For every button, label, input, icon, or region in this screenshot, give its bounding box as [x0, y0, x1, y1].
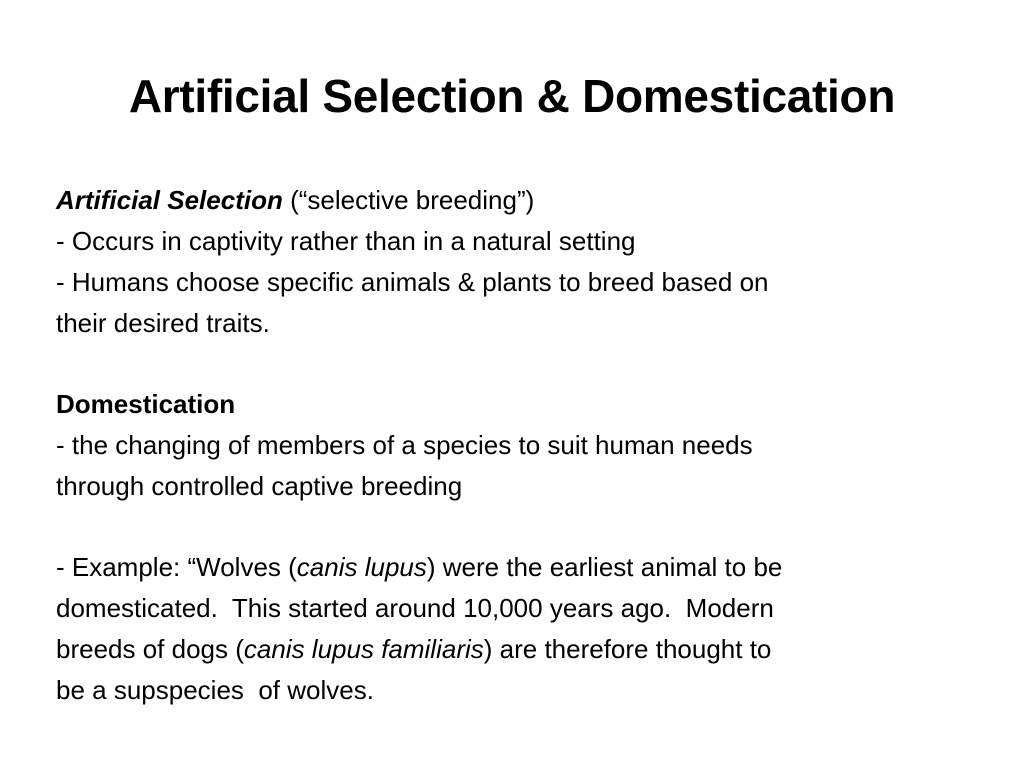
example-line-2: domesticated. This started around 10,000 years ago. Modern [56, 593, 774, 623]
slide-title: Artificial Selection & Domestication [128, 70, 896, 122]
artificial-selection-heading-line [56, 180, 956, 221]
example-line-3 [56, 629, 956, 670]
example-text: breeds of dogs ( [56, 634, 244, 664]
example-line-1 [56, 547, 956, 588]
artificial-selection-point-2: - Humans choose specific animals & plants to breed based on [56, 267, 769, 297]
spacer [56, 507, 956, 547]
domestication-definition-cont: through controlled captive breeding [56, 471, 463, 501]
species-name: canis lupus familiaris [243, 634, 484, 664]
artificial-selection-term: Artificial Selection [56, 185, 283, 215]
domestication-heading: Domestication [56, 389, 236, 419]
example-text: ) were the earliest animal to be [426, 552, 783, 582]
example-line-4: be a supspecies of wolves. [56, 675, 374, 705]
domestication-definition: - the changing of members of a species to suit human needs [56, 430, 753, 460]
example-text: ) are therefore thought to [483, 634, 772, 664]
example-text: - Example: “Wolves ( [56, 552, 297, 582]
artificial-selection-point-1: - Occurs in captivity rather than in a natural setting [56, 226, 636, 256]
artificial-selection-alias: (“selective breeding”) [282, 185, 535, 215]
species-name: canis lupus [296, 552, 427, 582]
spacer [56, 344, 956, 384]
artificial-selection-point-2-cont: their desired traits. [56, 308, 270, 338]
slide-body [56, 180, 956, 711]
